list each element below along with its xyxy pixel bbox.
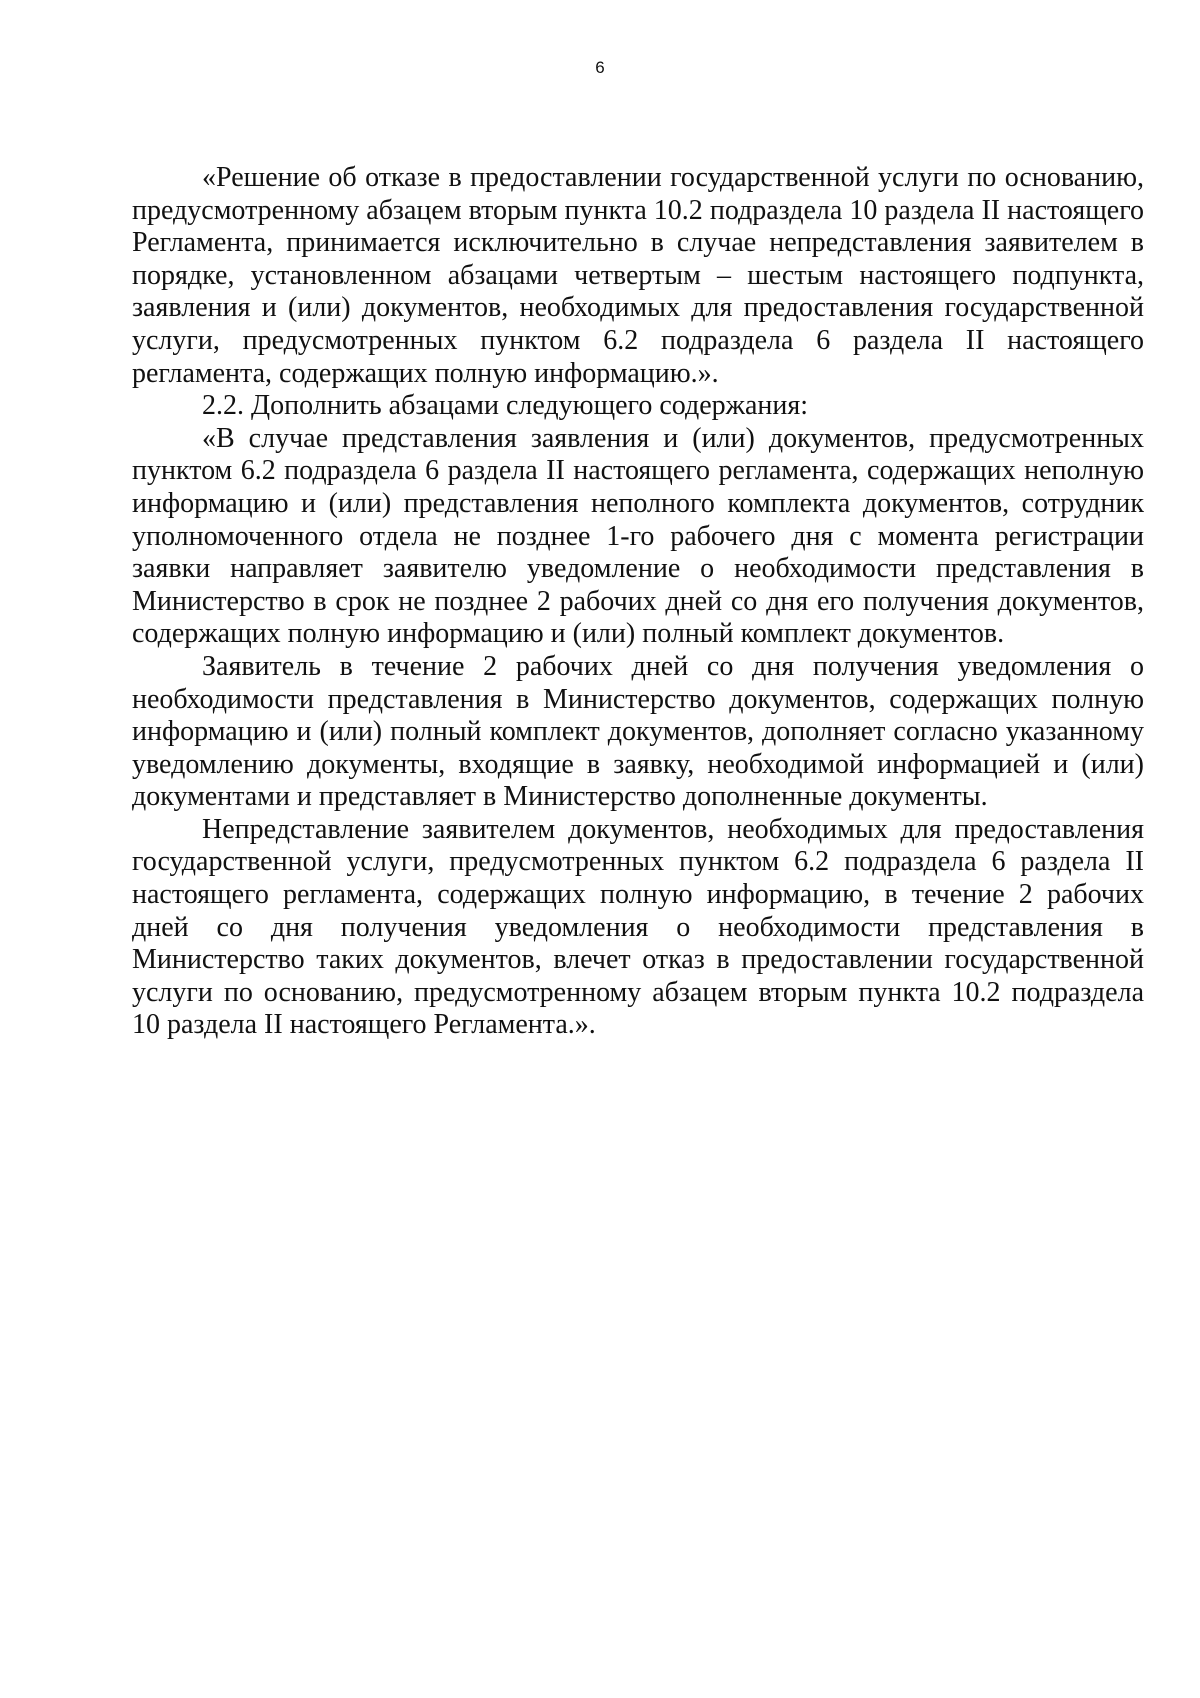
paragraph-amendment-heading: 2.2. Дополнить абзацами следующего содержания: xyxy=(202,390,809,422)
paragraph-applicant-supplement: Заявитель в течение 2 рабочих дней со дня получения уведомления о необходимости представления в Министерство документов, содержащих полную информацию и (или) полный комплект документов, дополняет согласно указанному уведомлению документы, входящие в заявку, необходимой информацией и (или) документами и представляет в Министерство дополненные документы. xyxy=(132,650,1144,813)
paragraph-incomplete-documents: «В случае представления заявления и (или) документов, предусмотренных пунктом 6.2 подраздела 6 раздела II настоящего регламента, содержащих неполную информацию и (или) представления неполного комплекта документов, сотрудник уполномоченного отдела не позднее 1-го рабочего дня с момента регистрации заявки направляет заявителю уведомление о необходимости представления в Министерство в срок не позднее 2 рабочих дней со дня его получения документов, содержащих полную информацию и (или) полный комплект документов. xyxy=(132,422,1144,650)
document-body xyxy=(132,162,1144,1042)
paragraph-non-submission: Непредставление заявителем документов, необходимых для предоставления государственной услуги, предусмотренных пунктом 6.2 подраздела 6 раздела II настоящего регламента, содержащих полную информацию, в течение 2 рабочих дней со дня получения уведомления о необходимости представления в Министерство таких документов, влечет отказ в предоставлении государственной услуги по основанию, предусмотренному абзацем вторым пункта 10.2 подраздела 10 раздела II настоящего Регламента.». xyxy=(132,813,1144,1041)
paragraph-refusal-decision: «Решение об отказе в предоставлении государственной услуги по основанию, предусмотренному абзацем вторым пункта 10.2 подраздела 10 раздела II настоящего Регламента, принимается исключительно в случае непредставления заявителем в порядке, установленном абзацами четвертым – шестым настоящего подпункта, заявления и (или) документов, необходимых для предоставления государственной услуги, предусмотренных пунктом 6.2 подраздела 6 раздела II настоящего регламента, содержащих полную информацию.». xyxy=(132,162,1144,389)
page-number: 6 xyxy=(595,58,605,77)
